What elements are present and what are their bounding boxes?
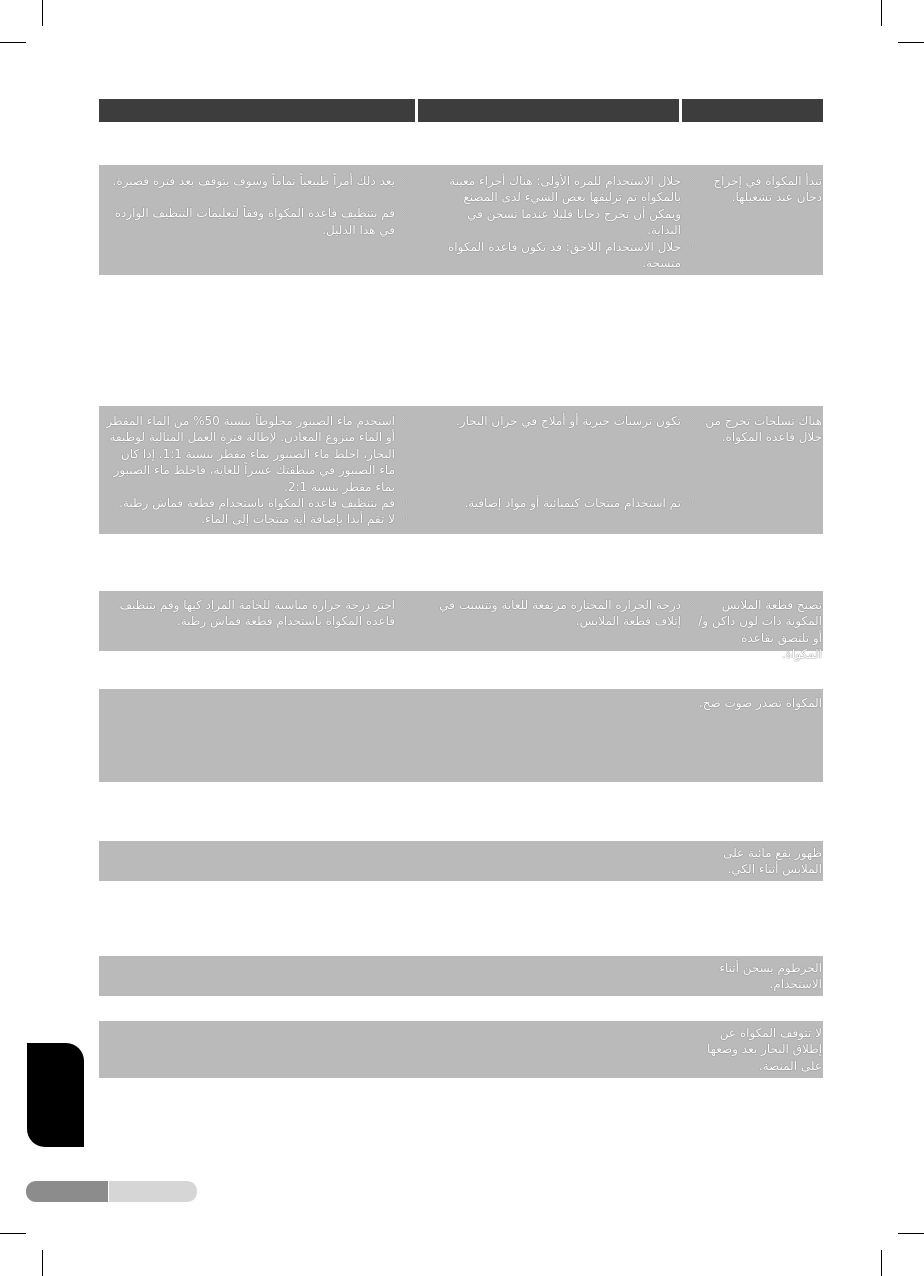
crop-mark: [42, 1250, 43, 1276]
problem-text: تبدأ المكواة في إخراج دخان عند تشغيلها.: [713, 174, 822, 205]
page-indicator-left: [26, 1181, 108, 1202]
solution-list: [105, 597, 409, 630]
problem-text: تصبح قطعة الملابس المكوية ذات لون داكن و/ أو تلتصق بقاعدة المكواة.: [698, 598, 822, 662]
crop-mark: [898, 1233, 924, 1234]
crop-mark: [898, 42, 924, 43]
header-solution: [99, 99, 415, 122]
problem-text: هناك تسلخات تخرج من خلال قاعدة المكواة.: [705, 414, 822, 445]
cause-item: ◦ خلال الاستخدام اللاحق: قد تكون قاعدة المكواة متسخة.: [430, 239, 695, 272]
problem-text: لا تتوقف المكواة عن إطلاق البخار بعد وضعها على المنصة.: [707, 1026, 822, 1073]
cause-list: [430, 413, 695, 512]
problem-text: الخرطوم يسخن أثناء الاستخدام.: [719, 961, 822, 992]
crop-mark: [881, 1250, 882, 1276]
solution-list: [105, 413, 409, 528]
solution-item: ◦ لا تقم أبدا بإضافة أية منتجات إلى الماء.: [105, 511, 409, 527]
solution-item: ◦ قم بتنظيف قاعدة المكواة وفقاً لتعليمات التنظيف الواردة في هذا الدليل.: [105, 205, 409, 238]
page-indicator-right: [109, 1181, 197, 1202]
cause-list: [430, 597, 695, 630]
cause-list: [430, 173, 695, 271]
cause-item: ◦ درجة الحرارة المختارة مرتفعة للغاية وتتسبب في إتلاف قطعة الملابس.: [430, 597, 695, 630]
crop-mark: [42, 0, 43, 26]
header-problem: [682, 99, 823, 122]
crop-mark: [0, 1233, 26, 1234]
crop-mark: [881, 0, 882, 26]
solution-item: ◦ قم بتنظيف قاعدة المكواة باستخدام قطعة قماش رطبة.: [105, 495, 409, 511]
cause-item: ◦ تم استخدام منتجات كيميائية أو مواد إضافية.: [430, 495, 695, 511]
solution-item: ◦ استخدم ماء الصنبور مخلوطاً بنسبة 50% من الماء المقطر أو الماء منزوع المعادن. لإطالة فترة العمل المثالية لوظيفة البخار، اخلط ماء الصنبور بماء مقطر بنسبة 1:1. إذا كان ماء الصنبور في منطقتك عسراً للغاية، فاخلط ماء الصنبور بماء مقطر بنسبة 2:1.: [105, 413, 409, 495]
problem-text: المكواة تصدر صوت ضخ.: [698, 696, 822, 710]
header-cause: [418, 99, 679, 122]
language-tab: [27, 1043, 84, 1147]
crop-mark: [0, 42, 26, 43]
solution-item: ◦ يعد ذلك أمراً طبيعياً تماماً وسوف يتوقف بعد فترة قصيرة.: [105, 173, 409, 189]
cause-item: ◦ تكون ترسبات جيرية أو أملاح في خزان البخار.: [430, 413, 695, 429]
cause-item: ◦ خلال الاستخدام للمرة الأولى: هناك أجزاء معينة بالمكواة تم تزليقها بعض الشيء لدى المصنع ويمكن أن تخرج دخانا قليلا عندما تسخن في البداية.: [430, 173, 695, 239]
solution-item: ◦ اختر درجة حرارة مناسبة للخامة المراد كيها وقم بتنظيف قاعدة المكواة باستخدام قطعة قماش رطبة.: [105, 597, 409, 630]
solution-list: [105, 173, 409, 238]
problem-text: ظهور بقع مائية على الملابس أثناء الكي.: [723, 846, 822, 877]
